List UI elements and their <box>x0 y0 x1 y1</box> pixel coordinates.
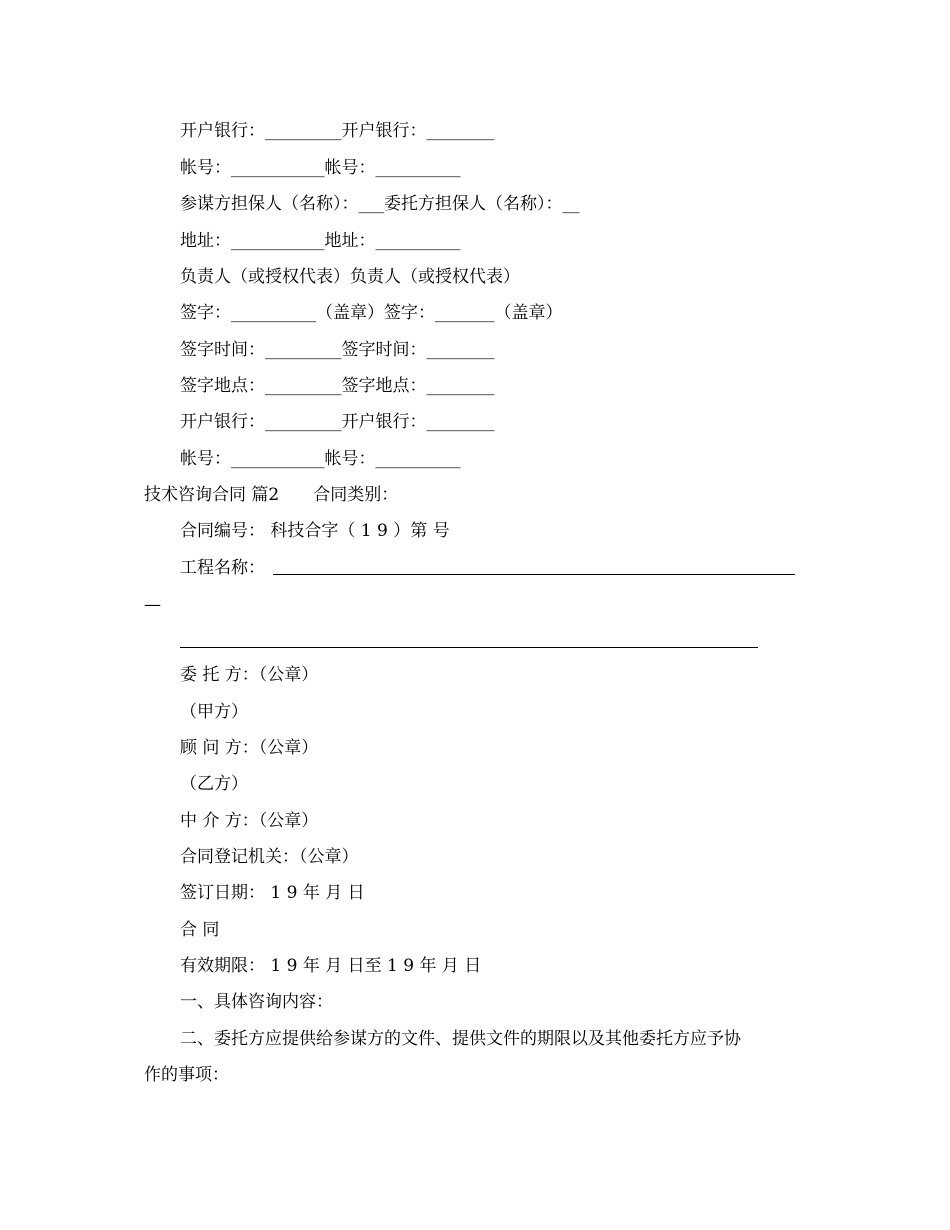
address-line: 地址：___________地址：__________ <box>180 231 461 251</box>
representative-line: 负责人（或授权代表）负责人（或授权代表） <box>180 267 520 287</box>
intermediary-party-line: 中 介 方：（公章） <box>180 811 319 831</box>
bank-account-line: 开户银行：_________开户银行：________ <box>180 121 495 141</box>
project-name-underline-2 <box>180 647 758 648</box>
contract-title: 合 同 <box>180 920 220 940</box>
party-a-label: （甲方） <box>180 702 248 722</box>
account-number-line-2: 帐号：___________帐号：__________ <box>180 449 461 469</box>
contract-number-line: 合同编号： 科技合字（ 1 9 ）第 号 <box>180 521 450 541</box>
guarantor-line: 参谋方担保人（名称）：___委托方担保人（名称）：__ <box>180 194 580 214</box>
project-name-label: 工程名称： <box>180 558 265 578</box>
contract-heading: 技术咨询合同 篇2 合同类别： <box>144 485 399 505</box>
signing-place-line: 签字地点：_________签字地点：________ <box>180 376 495 396</box>
client-party-line: 委 托 方：（公章） <box>180 665 319 685</box>
account-number-line: 帐号：___________帐号：__________ <box>180 158 461 178</box>
signing-date-line: 签订日期： 1 9 年 月 日 <box>180 883 365 903</box>
signing-time-line: 签字时间：_________签字时间：________ <box>180 340 495 360</box>
bank-account-line-2: 开户银行：_________开户银行：________ <box>180 412 495 432</box>
section-one-heading: 一、具体咨询内容： <box>180 992 333 1012</box>
consultant-party-line: 顾 问 方：（公章） <box>180 738 319 758</box>
registration-authority-line: 合同登记机关：（公章） <box>180 847 359 867</box>
section-two-text: 二、委托方应提供给参谋方的文件、提供文件的期限以及其他委托方应予协 <box>180 1029 741 1049</box>
party-b-label: （乙方） <box>180 774 248 794</box>
section-two-continuation: 作的事项： <box>144 1065 229 1085</box>
dash-continuation: — <box>144 595 161 615</box>
validity-period-line: 有效期限： 1 9 年 月 日至 1 9 年 月 日 <box>180 956 482 976</box>
signature-line: 签字：__________（盖章）签字：_______（盖章） <box>180 303 563 323</box>
project-name-underline <box>273 574 795 575</box>
